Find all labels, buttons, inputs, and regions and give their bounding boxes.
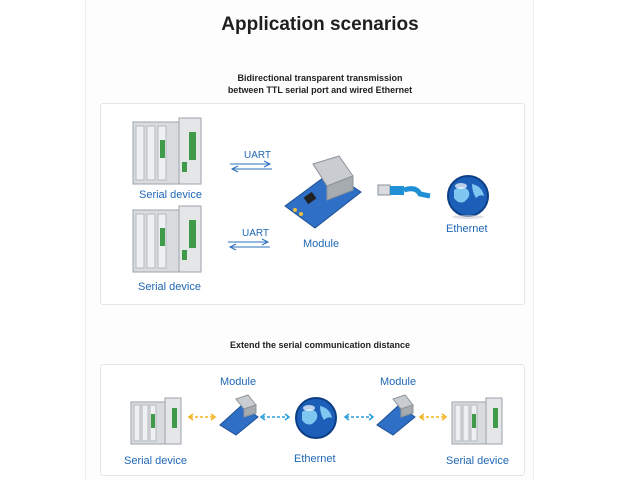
- serial-device-right-image: [452, 398, 506, 446]
- ethernet-globe-center-icon: [294, 396, 338, 440]
- blue-arrow-left-icon: [259, 413, 291, 421]
- yellow-arrow-left-icon: [187, 413, 217, 421]
- serial-device-left-image: [131, 398, 185, 446]
- module-left-label: Module: [220, 376, 257, 388]
- ethernet-cable-icon: [376, 180, 432, 204]
- module-left-image: [218, 393, 260, 437]
- serial-device-top-image: [133, 118, 203, 186]
- serial-device-bottom-image: [133, 206, 203, 276]
- scenario1-subtitle-line2: between TTL serial port and wired Ethernet: [227, 85, 413, 95]
- serial-device-right-label: Serial device: [446, 455, 509, 467]
- serial-device-bottom-label: Serial device: [138, 281, 201, 293]
- yellow-arrow-right-icon: [418, 413, 448, 421]
- page-title: Application scenarios: [221, 14, 419, 35]
- module-right-label: Module: [380, 376, 417, 388]
- module-label: Module: [303, 238, 340, 250]
- uart-bottom-label: UART: [242, 228, 270, 239]
- module-image: [283, 154, 363, 232]
- ethernet-label: Ethernet: [446, 223, 488, 235]
- blue-arrow-right-icon: [343, 413, 375, 421]
- ethernet-globe-icon: [446, 174, 490, 218]
- serial-device-left-label: Serial device: [124, 455, 187, 467]
- scenario2-subtitle: Extend the serial communication distance: [229, 340, 411, 350]
- module-right-image: [375, 393, 417, 437]
- serial-device-top-label: Serial device: [139, 189, 202, 201]
- uart-top-arrow-icon: [228, 161, 274, 171]
- ethernet-center-label: Ethernet: [294, 453, 336, 465]
- uart-top-label: UART: [244, 150, 272, 161]
- uart-bottom-arrow-icon: [226, 239, 272, 249]
- scenario1-subtitle-line1: Bidirectional transparent transmission: [237, 73, 403, 83]
